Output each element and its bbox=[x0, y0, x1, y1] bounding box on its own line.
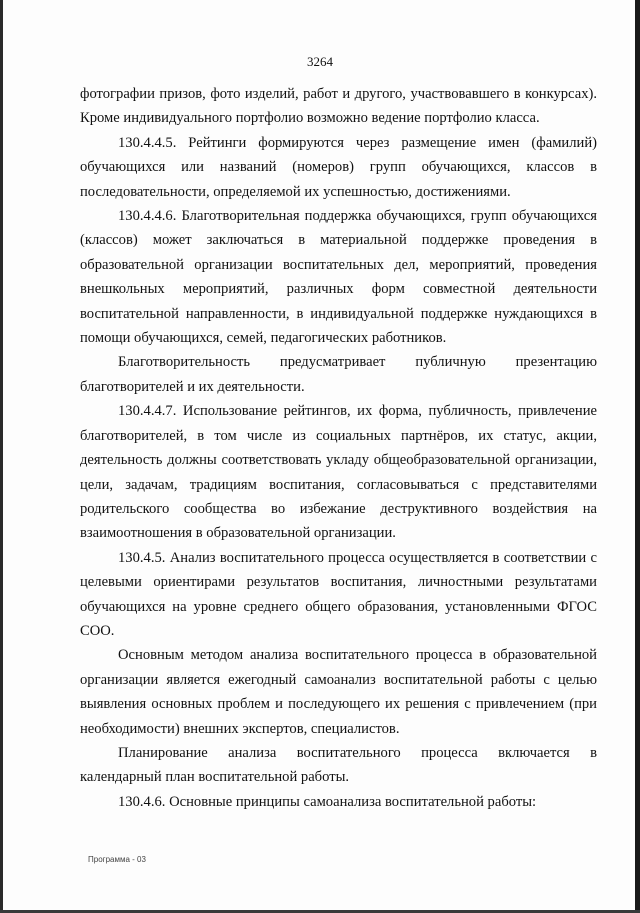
document-body bbox=[80, 82, 597, 814]
page-number: 3264 bbox=[307, 54, 333, 69]
paragraph: фотографии призов, фото изделий, работ и другого, участвовавшего в конкурсах). Кроме индивидуального портфолио возможно ведение портфолио класса. bbox=[80, 86, 597, 127]
paragraph: 130.4.5. Анализ воспитательного процесса осуществляется в соответствии с целевыми ориентирами результатов воспитания, личностными результатами обучающихся на уровне среднего общего образования, установленными ФГОС СОО. bbox=[80, 549, 597, 639]
scan-edge-right bbox=[635, 0, 640, 913]
paragraph: 130.4.4.7. Использование рейтингов, их форма, публичность, привлечение благотворителей, в том числе из социальных партнёров, их статус, акции, деятельность должны соответствовать укладу общеобразовательной организации, цели, задачам, традициям воспитания, согласовываться с представителями родительского сообщества во избежание деструктивного воздействия на взаимоотношения в образовательной организации. bbox=[80, 403, 597, 542]
paragraph: 130.4.4.5. Рейтинги формируются через размещение имен (фамилий) обучающихся или названий (номеров) групп обучающихся, классов в последовательности, определяемой их успешностью, достижениями. bbox=[80, 134, 597, 200]
footer-label: Программа - 03 bbox=[88, 855, 146, 864]
paragraph: 130.4.6. Основные принципы самоанализа воспитательной работы: bbox=[118, 793, 537, 810]
paragraph: 130.4.4.6. Благотворительная поддержка обучающихся, групп обучающихся (классов) может заключаться в материальной поддержке проведения в образовательной организации воспитательных дел, мероприятий, проведения внешкольных мероприятий, различных форм совместной деятельности воспитательной направленности, в индивидуальной поддержке нуждающихся в помощи обучающихся, семей, педагогических работников. bbox=[80, 208, 597, 347]
paragraph: Планирование анализа воспитательного процесса включается в календарный план воспитательной работы. bbox=[80, 744, 597, 786]
paragraph: Благотворительность предусматривает публичную презентацию благотворителей и их деятельности. bbox=[80, 354, 597, 395]
scan-edge-left bbox=[0, 0, 3, 913]
paragraph: Основным методом анализа воспитательного процесса в образовательной организации является ежегодный самоанализ воспитательной работы с целью выявления основных проблем и последующего их решения с привлечением (при необходимости) внешних экспертов, специалистов. bbox=[80, 647, 597, 737]
